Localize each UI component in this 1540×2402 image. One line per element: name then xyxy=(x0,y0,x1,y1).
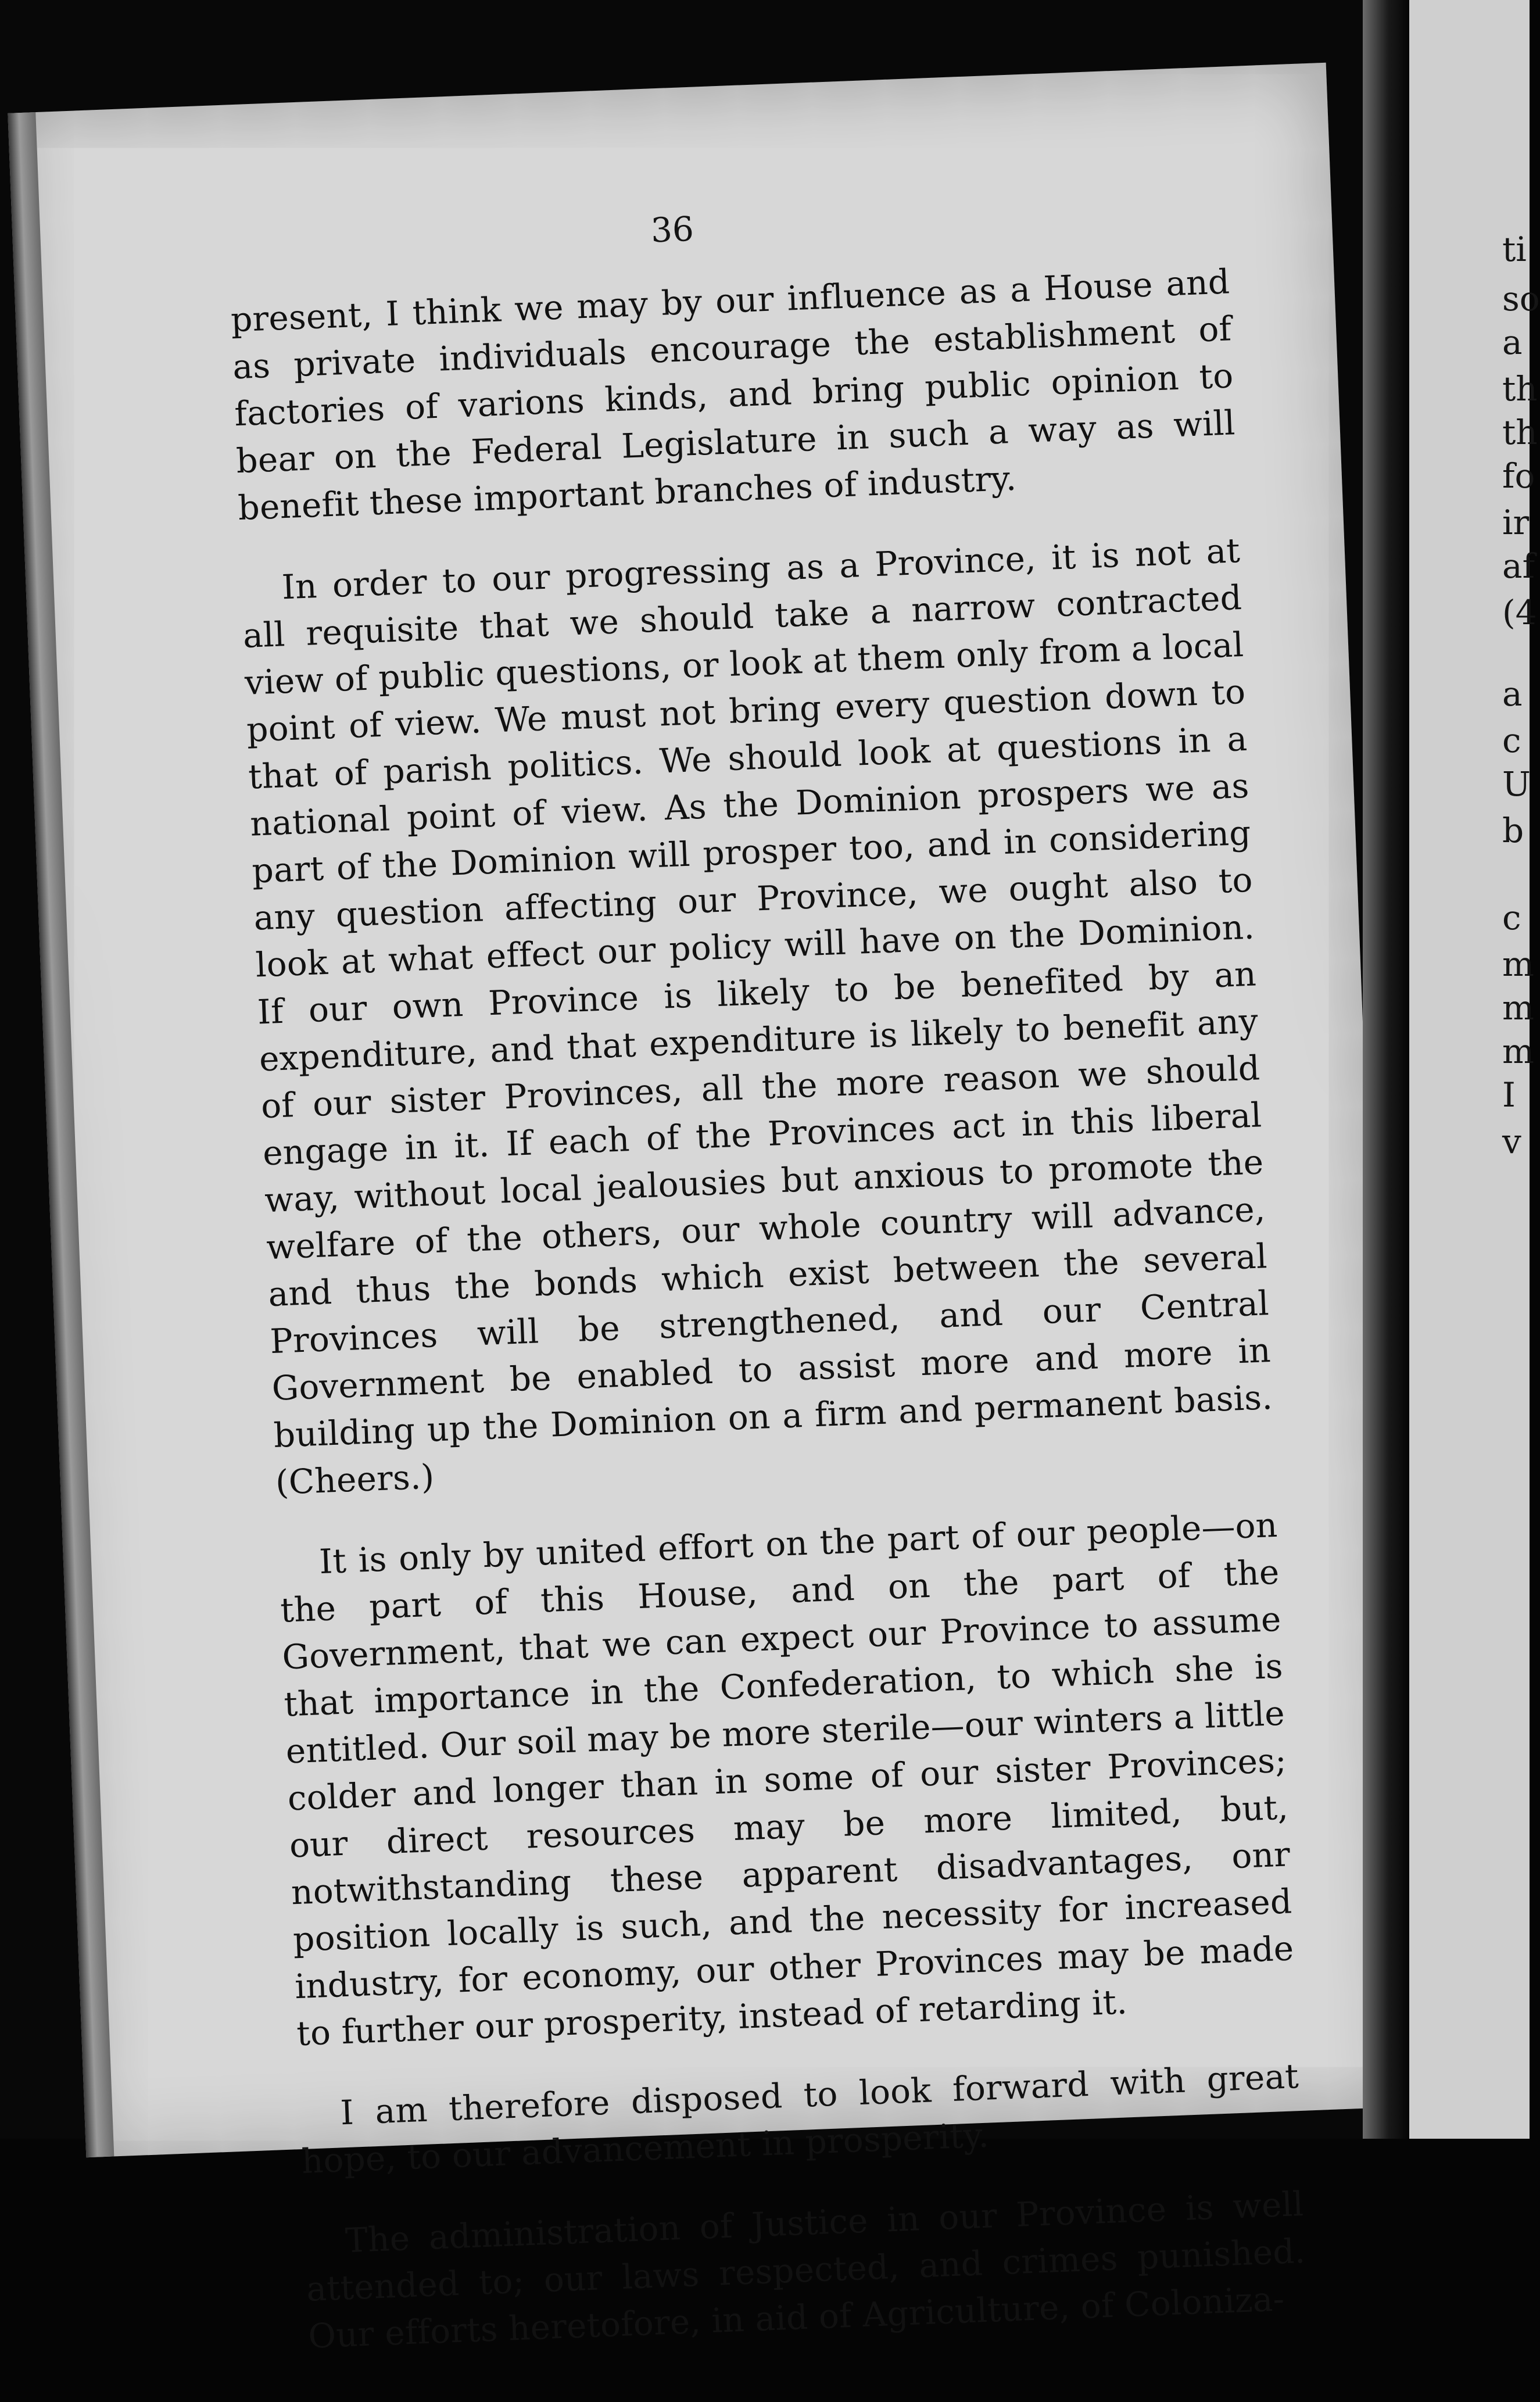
facing-fragment: fo xyxy=(1502,456,1535,496)
facing-fragment: m xyxy=(1502,988,1534,1028)
facing-fragment: (4 xyxy=(1502,593,1537,632)
facing-fragment: ir xyxy=(1502,503,1530,542)
facing-page xyxy=(1409,0,1540,2139)
facing-fragment: so xyxy=(1502,279,1540,318)
facing-fragment: I xyxy=(1502,1075,1516,1115)
facing-fragment: v xyxy=(1502,1122,1521,1161)
book-page xyxy=(8,63,1404,2356)
facing-fragment: a xyxy=(1502,323,1523,362)
facing-fragment: th xyxy=(1502,413,1538,452)
page-edge xyxy=(8,112,114,2157)
paragraph: In order to our progressing as a Province, it is not at all requisite that we should take a narrow contracted view of public questions, or look at them only from a local point of view. We must not bring every question down to that of parish politics. We should look at questions in a national point of view. As the Dominion prospers we as part of the Dominion will prosper too, and in considering any question affecting our Province, we ought also to look at what effect our policy will have on the Dominion. If our own Province is likely to be benefited by an expenditure, and that expenditure is likely to benefit any of our sister Provinces, all the more reason we should engage in it. If each of the Provinces act in this liberal way, without local jealousies but anxious to promote the welfare of the others, our whole country will advance, and thus the bonds which exist between the several Provinces will be strengthened, and our Central Government be enabled to assist more and more in building up the Dominion on a firm and permanent basis. (Cheers.) xyxy=(242,531,1273,1502)
facing-fragment: af xyxy=(1502,546,1535,586)
body-text xyxy=(230,258,1309,2393)
facing-fragment: c xyxy=(1502,721,1521,760)
facing-fragment: c xyxy=(1502,898,1521,937)
facing-fragment: m xyxy=(1502,1032,1534,1071)
facing-fragment: U xyxy=(1502,764,1531,804)
facing-fragment: m xyxy=(1502,944,1534,984)
facing-fragment: th xyxy=(1502,369,1538,409)
page-gutter xyxy=(1363,0,1409,2139)
paragraph: It is only by united effort on the part of our people—on the part of this House, and on the part of the Government, that we can expect our Province to assume that importance in the Confederation, to which she is entitled. Our soil may be more sterile—our winters a little colder and longer than in some of our sister Provinces; our direct resources may be more limited, but, notwithstanding these apparent disadvantages, onr position locally is such, and the necessity for increased industry, for economy, our other Provinces may be made to further our prosperity, instead of retarding it. xyxy=(280,1505,1295,2054)
facing-fragment: ti xyxy=(1502,230,1527,269)
paragraph: The administration of Justice in our Province is well attended to; our laws respected, and crimes punished. Our efforts heretofore, in aid of Agriculture, of Coloniza- xyxy=(306,2183,1306,2356)
facing-fragment: a xyxy=(1502,674,1523,714)
page-number: 36 xyxy=(650,209,694,250)
facing-fragment: b xyxy=(1502,811,1524,850)
paragraph: present, I think we may by our influence as a House and as private individuals encourage the establishment of factories of varions kinds, and bring public opinion to bear on the Federal Legislature in such a way as will benefit these important branches of industry. xyxy=(230,262,1236,528)
paragraph: I am therefore disposed to look forward with great hope, to our advancement in prosperity. xyxy=(300,2056,1299,2182)
